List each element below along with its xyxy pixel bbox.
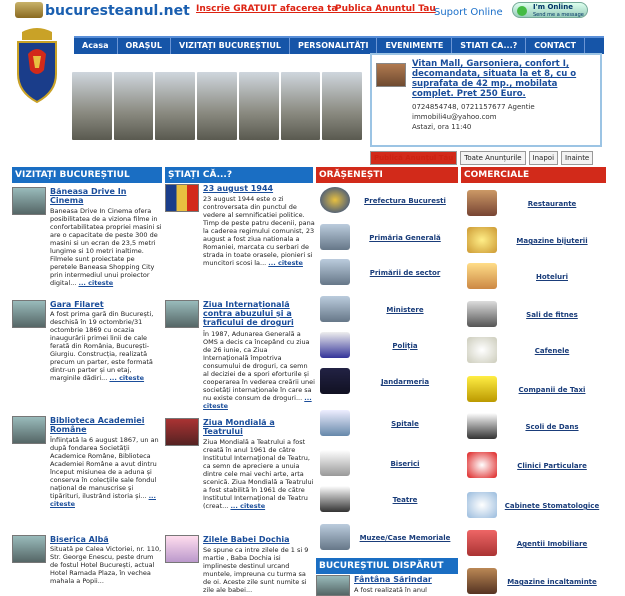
article-thumbnail[interactable] xyxy=(165,535,199,563)
article-text: Situată pe Calea Victoriei, nr. 110, Str. George Enescu, peste drum de fostul Hotel București, actual Hotel Ramada Plaza, în vechea mahala a Popii... xyxy=(50,545,162,585)
stiati-article xyxy=(165,300,315,412)
header-photo xyxy=(281,72,321,140)
top-bar xyxy=(0,0,625,24)
prefectura-icon xyxy=(320,187,350,213)
teatre-icon xyxy=(320,486,350,512)
online-badge-sub: Send me a message xyxy=(533,12,584,18)
fitness-icon xyxy=(467,301,497,327)
bijuterii-icon xyxy=(467,227,497,253)
politia-icon xyxy=(320,332,350,358)
header-photo-strip xyxy=(72,72,362,140)
ad-thumbnail[interactable] xyxy=(376,63,406,87)
online-status-button[interactable] xyxy=(512,2,588,18)
comerciale-header[interactable]: COMERCIALE xyxy=(461,167,606,183)
muzee-icon xyxy=(320,524,350,550)
comercial-item[interactable]: Cabinete Stomatologice xyxy=(463,492,601,522)
article-text: A fost prima gară din București, deschisă în 19 octombrie/31 octombrie 1869 cu ocazia inaugurării primei linii de cale ferată din România, București-Giurgiu. Construcția, realizată precum un parter, este formată dintr-un parter și un etaj, marginile dădiri... ... citeste xyxy=(50,310,154,382)
ad-phone: 0724854748, 0721157677 Agentie xyxy=(412,103,535,111)
inainte-button[interactable]: Inainte xyxy=(561,151,593,165)
stiati-header[interactable]: ȘTIAȚI CĂ...? xyxy=(165,167,313,183)
main-nav xyxy=(74,36,604,54)
hoteluri-icon xyxy=(467,263,497,289)
jandarmeria-icon xyxy=(320,368,350,394)
article-title[interactable]: Gara Filaret xyxy=(50,300,104,309)
oras-item[interactable]: Primăria Generală xyxy=(316,224,454,254)
article-title[interactable]: Fântâna Sărindar xyxy=(354,575,432,584)
disparut-article xyxy=(316,575,458,596)
citeste-link[interactable]: ... citeste xyxy=(268,259,303,267)
comercial-item[interactable]: Agentii Imobiliare xyxy=(463,530,601,560)
ad-email: immobili4u@yahoo.com xyxy=(412,113,497,121)
primarii-sector-icon xyxy=(320,259,350,285)
inapoi-button[interactable]: Inapoi xyxy=(529,151,558,165)
article-title[interactable]: Băneasa Drive In Cinema xyxy=(50,187,127,205)
comercial-item[interactable]: Sali de fitnes xyxy=(463,301,601,331)
citeste-link[interactable]: ... citeste xyxy=(203,394,312,410)
article-thumbnail[interactable] xyxy=(316,575,350,596)
article-text: A fost realizată în anul xyxy=(354,586,427,594)
vizitati-article xyxy=(12,187,162,292)
article-title[interactable]: Biblioteca Academiei Române xyxy=(50,416,145,434)
biserici-icon xyxy=(320,450,350,476)
oras-item[interactable]: Ministere xyxy=(316,296,454,326)
ad-title[interactable]: Vitan Mall, Garsoniera, confort I, decomandata, situata la et 8, cu o suprafata de 42 mp., mobilata complet. Pret 250 Euro. xyxy=(412,59,577,99)
vizitati-article xyxy=(12,416,162,528)
article-title[interactable]: Ziua Internațională contra abuzului și a traficului de droguri xyxy=(203,300,294,327)
oras-item[interactable]: Primării de sector xyxy=(316,259,454,289)
nav-stiati[interactable]: STIATI CA...? xyxy=(452,38,526,54)
header-photo xyxy=(114,72,154,140)
taxi-icon xyxy=(467,376,497,402)
comercial-item[interactable]: Cafenele xyxy=(463,337,601,367)
vizitati-article xyxy=(12,535,162,596)
inscrie-link[interactable]: Inscrie GRATUIT afacerea ta xyxy=(196,4,338,14)
header-photo xyxy=(322,72,362,140)
ad-time: Astazi, ora 11:40 xyxy=(412,123,472,131)
article-thumbnail[interactable] xyxy=(12,187,46,215)
orasenesti-header[interactable]: ORĂȘENEȘTI xyxy=(316,167,458,183)
featured-ad-box xyxy=(370,53,602,147)
oras-item[interactable]: Poliția xyxy=(316,332,454,362)
header-photo xyxy=(72,72,112,140)
clinici-icon xyxy=(467,452,497,478)
cafenele-icon xyxy=(467,337,497,363)
oras-item[interactable]: Jandarmeria xyxy=(316,368,454,398)
header-photo xyxy=(155,72,195,140)
site-name[interactable]: bucuresteanul.net xyxy=(45,3,190,19)
comercial-item[interactable]: Clinici Particulare xyxy=(463,452,601,482)
article-title[interactable]: Biserica Albă xyxy=(50,535,109,544)
stomatologie-icon xyxy=(467,492,497,518)
publica-anunt-button[interactable]: Publică Anunțul Tău xyxy=(370,151,457,165)
citeste-link[interactable]: ... citeste xyxy=(50,492,156,508)
comercial-item[interactable]: Magazine bijuterii xyxy=(463,227,601,257)
article-thumbnail[interactable] xyxy=(165,418,199,446)
article-thumbnail[interactable] xyxy=(12,535,46,563)
nav-vizitati[interactable]: VIZITAȚI BUCUREȘTIUL xyxy=(171,38,290,54)
site-logo-icon[interactable] xyxy=(15,2,43,18)
comercial-item[interactable]: Companii de Taxi xyxy=(463,376,601,406)
article-title[interactable]: 23 august 1944 xyxy=(203,184,274,193)
primaria-icon xyxy=(320,224,350,250)
vizitati-header[interactable]: VIZITAȚI BUCUREȘTIUL xyxy=(12,167,162,183)
dans-icon xyxy=(467,413,497,439)
comercial-item[interactable]: Restaurante xyxy=(463,190,601,220)
article-thumbnail[interactable] xyxy=(165,300,199,328)
article-text: Înființată la 6 august 1867, un an după fondarea Societății Academice Române, Biblioteca Academiei Române a avut dintru început misiunea de a aduna și conserva în colecțiile sale fondul național de manuscrise și tipărituri, ilustrând istoria și... ... citeste xyxy=(50,436,159,508)
disparut-header[interactable]: BUCUREȘTIUL DISPĂRUT xyxy=(316,558,458,574)
oras-item[interactable]: Prefectura Bucuresti xyxy=(316,187,454,217)
header-photo xyxy=(239,72,279,140)
ad-buttons xyxy=(370,151,593,165)
nav-contact[interactable]: CONTACT xyxy=(526,38,585,54)
article-title[interactable]: Zilele Babei Dochia xyxy=(203,535,290,544)
spitale-icon xyxy=(320,410,350,436)
online-badge-text: I'm Online xyxy=(533,3,573,11)
comercial-item[interactable]: Magazine incaltaminte xyxy=(463,568,601,596)
article-text: 23 august 1944 este o zi controversata din punctul de vedere al semnificatiei politice. Timp de peste patru decenii, pana la caderea regimului comunist, 23 august a fost ziua nationala a Romaniei, marcata cu serbari de strada in toate orasele, pionieri si muncitori scosi la... ... citeste xyxy=(203,195,315,267)
vizitati-article xyxy=(12,300,162,400)
citeste-link[interactable]: ... citeste xyxy=(109,374,145,382)
oras-item[interactable]: Spitale xyxy=(316,410,454,440)
stiati-article xyxy=(165,535,315,596)
restaurante-icon xyxy=(467,190,497,216)
nav-acasa[interactable]: Acasa xyxy=(74,38,118,54)
nav-evenimente[interactable]: EVENIMENTE xyxy=(377,38,452,54)
article-text: Baneasa Drive In Cinema ofera posibilitatea de a viziona filme in confortabilitatea propriei masini si are o capacitate de peste 300 de masini si un ecran de 23,5 metri lungime si 10 metri inaltime. Filmele sunt proiectate pe peretele Baneasa Shopping City prin intermediul unui proiector digital... ... citeste xyxy=(50,207,162,287)
support-label: Suport Online xyxy=(434,7,503,18)
nav-personalitati[interactable]: PERSONALITĂȚI xyxy=(290,38,377,54)
citeste-link[interactable]: ... citeste xyxy=(78,279,114,287)
header-photo xyxy=(197,72,237,140)
incaltaminte-icon xyxy=(467,568,497,594)
comercial-item[interactable]: Hoteluri xyxy=(463,263,601,293)
oras-item[interactable]: Teatre xyxy=(316,486,454,516)
stiati-article xyxy=(165,184,315,289)
citeste-link[interactable]: ... citeste xyxy=(230,502,266,510)
romanian-flag-icon[interactable] xyxy=(165,184,199,212)
publica-anunt-link[interactable]: Publica Anuntul Tau xyxy=(335,4,436,14)
article-title[interactable]: Ziua Mondială a Teatrului xyxy=(203,418,275,436)
oras-item[interactable]: Biserici xyxy=(316,450,454,480)
article-thumbnail[interactable] xyxy=(12,416,46,444)
article-thumbnail[interactable] xyxy=(12,300,46,328)
coat-of-arms-icon xyxy=(14,26,60,104)
imobiliare-icon xyxy=(467,530,497,556)
article-text: Ziua Mondială a Teatrului a fost creată în anul 1961 de către Institutul Internațional de Teatru, ca semn de apreciere a unuia dintre cele mai vechi arte, arta scenică. Ziua Mondială a Teatrului a fost stabilită în 1961 de către Institutul Internațional de Teatru (creat... ... citeste xyxy=(203,438,314,510)
oras-item[interactable]: Muzee/Case Memoriale xyxy=(316,524,454,554)
stiati-article xyxy=(165,418,315,523)
ministere-icon xyxy=(320,296,350,322)
article-text: Se spune ca intre zilele de 1 si 9 martie , Baba Dochia isi implineste destinul urcand muntele, impreuna cu turma sa de oi. Aceste zile sunt numite si zile ale babei... xyxy=(203,546,309,594)
online-dot-icon xyxy=(517,6,527,16)
toate-anunturile-button[interactable]: Toate Anunțurile xyxy=(460,151,525,165)
article-text: În 1987, Adunarea Generală a OMS a decis ca începând cu ziua de 26 iunie, ca Ziua Internațională împotriva consumului de droguri, ca semn al deciziei de a spori eforturile și cooperarea în vederea creării unei societăți internaționale în care sa nu existe consum de droguri... ... citeste xyxy=(203,330,315,410)
comercial-item[interactable]: Scoli de Dans xyxy=(463,413,601,443)
nav-orasul[interactable]: ORAȘUL xyxy=(118,38,172,54)
